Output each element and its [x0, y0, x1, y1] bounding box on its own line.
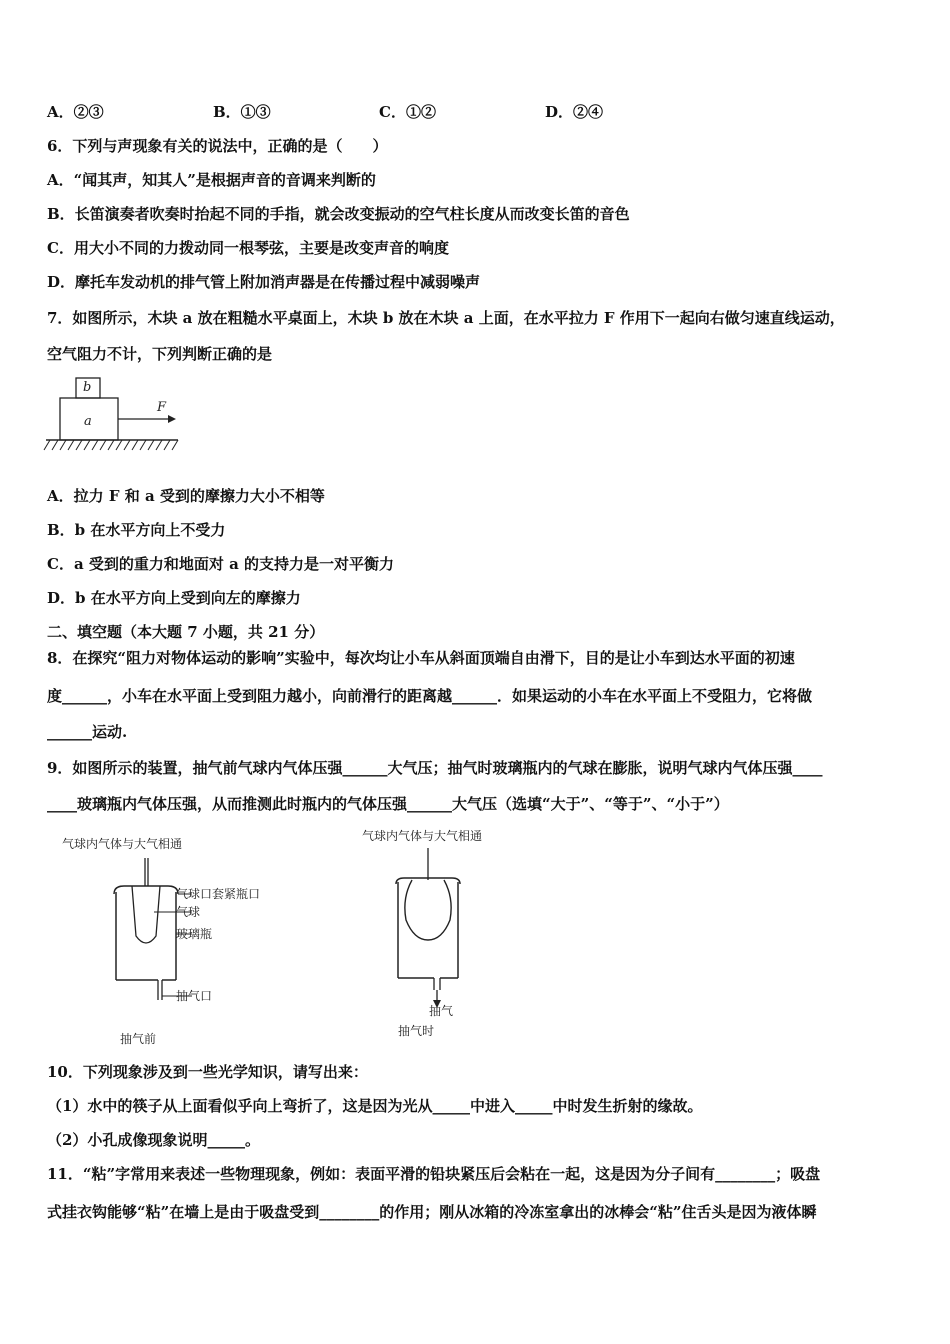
q10-sub2: （2）小孔成像现象说明_____。: [47, 1131, 260, 1149]
q9-right-caption: 抽气时: [398, 1024, 435, 1038]
q10-stem: 10．下列现象涉及到一些光学知识，请写出来：: [47, 1063, 368, 1081]
q8-line3: ______运动.: [47, 723, 128, 741]
q9-line1: 9．如图所示的装置，抽气前气球内气体压强______大气压；抽气时玻璃瓶内的气球在膨胀，说明气球内气体压强____: [47, 759, 823, 777]
q9-left-caption: 抽气前: [120, 1032, 157, 1046]
q11-line2: 式挂衣钩能够“粘”在墙上是由于吸盘受到________的作用；刚从冰箱的冷冻室拿出的冰棒会“粘”住舌头是因为液体瞬: [47, 1203, 817, 1221]
q7-label-b: b: [83, 380, 92, 395]
q6-option-d: D．摩托车发动机的排气管上附加消声器是在传播过程中减弱噪声: [47, 273, 481, 291]
q11-line1: 11．“粘”字常用来表述一些物理现象，例如：表面平滑的铅块紧压后会粘在一起，这是因为分子间有________；吸盘: [47, 1165, 821, 1183]
q5-option-c: C．①②: [379, 103, 436, 121]
q5-option-a: A．②③: [47, 103, 104, 121]
q9-left-balloon-label: 气球: [176, 905, 201, 919]
q7-label-f: F: [157, 400, 167, 415]
q7-label-a: a: [84, 414, 92, 429]
q6-option-b: B．长笛演奏者吹奏时抬起不同的手指，就会改变振动的空气柱长度从而改变长笛的音色: [47, 205, 630, 223]
q7-figure-blocks: [40, 372, 190, 462]
q8-line1: 8．在探究“阻力对物体运动的影响”实验中，每次均让小车从斜面顶端自由滑下，目的是让小车到达水平面的初速: [47, 649, 795, 667]
q7-option-d: D．b 在水平方向上受到向左的摩擦力: [47, 589, 301, 607]
q9-right-top-label: 气球内气体与大气相通: [362, 829, 483, 843]
q6-option-a: A．“闻其声，知其人”是根据声音的音调来判断的: [47, 171, 376, 189]
q9-left-bottle-label: 玻璃瓶: [176, 927, 213, 941]
q9-left-outlet-label: 抽气口: [176, 989, 213, 1003]
section-title: 二、填空题（本大题 7 小题，共 21 分）: [47, 623, 325, 641]
q9-right-pump-label: 抽气: [429, 1004, 454, 1018]
q9-left-mouth-label: 气球口套紧瓶口: [176, 887, 261, 901]
q7-stem-line1: 7．如图所示，木块 a 放在粗糙水平桌面上，木块 b 放在木块 a 上面，在水平拉力 F 作用下一起向右做匀速直线运动，: [47, 309, 845, 327]
q5-option-b: B．①③: [213, 103, 271, 121]
q6-stem: 6．下列与声现象有关的说法中，正确的是（ ）: [47, 137, 388, 155]
q9-figure-before: [100, 850, 300, 1040]
q7-option-c: C．a 受到的重力和地面对 a 的支持力是一对平衡力: [47, 555, 395, 573]
q5-option-d: D．②④: [545, 103, 604, 121]
q9-figure-during: [380, 840, 500, 1030]
q8-line2: 度______，小车在水平面上受到阻力越小，向前滑行的距离越______．如果运动的小车在水平面上不受阻力，它将做: [47, 687, 813, 705]
q7-option-b: B．b 在水平方向上不受力: [47, 521, 226, 539]
q9-left-top-label: 气球内气体与大气相通: [62, 837, 183, 851]
q7-stem-line2: 空气阻力不计，下列判断正确的是: [47, 345, 273, 363]
q7-option-a: A．拉力 F 和 a 受到的摩擦力大小不相等: [47, 487, 325, 505]
q6-option-c: C．用大小不同的力拨动同一根琴弦，主要是改变声音的响度: [47, 239, 449, 257]
q9-line2: ____玻璃瓶内气体压强，从而推测此时瓶内的气体压强______大气压（选填“大于”、“等于”、“小于”）: [47, 795, 729, 813]
q10-sub1: （1）水中的筷子从上面看似乎向上弯折了，这是因为光从_____中进入_____中时发生折射的缘故。: [47, 1097, 703, 1115]
